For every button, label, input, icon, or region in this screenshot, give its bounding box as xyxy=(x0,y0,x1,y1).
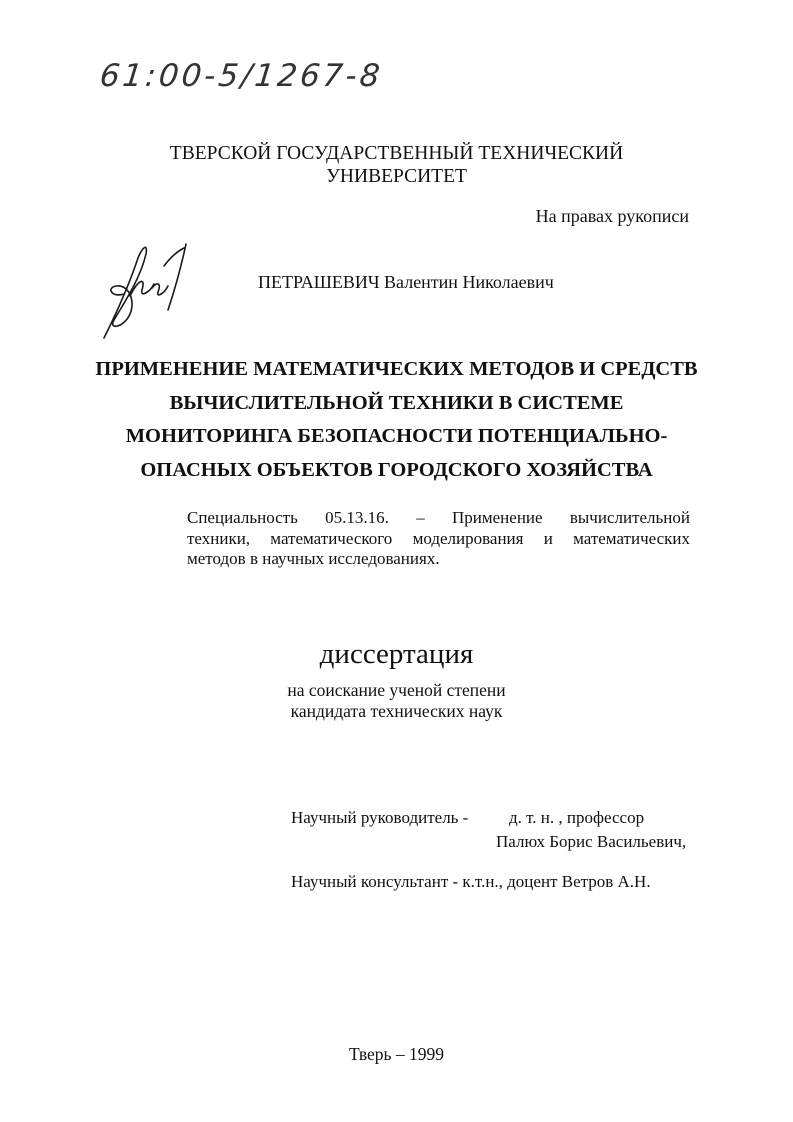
title-line: ОПАСНЫХ ОБЪЕКТОВ ГОРОДСКОГО ХОЗЯЙСТВА xyxy=(140,458,653,481)
specialty-line: методов в научных исследованиях. xyxy=(187,549,440,568)
title-line: ВЫЧИСЛИТЕЛЬНОЙ ТЕХНИКИ В СИСТЕМЕ xyxy=(169,391,624,414)
degree-line-2: кандидата технических наук xyxy=(290,701,503,721)
specialty-line: Специальность 05.13.16. – Применение вычислительной xyxy=(187,508,690,527)
dissertation-title xyxy=(0,353,793,487)
university-line-1: ТВЕРСКОЙ ГОСУДАРСТВЕННЫЙ ТЕХНИЧЕСКИЙ xyxy=(169,143,624,164)
consultant-line: Научный консультант - к.т.н., доцент Ветров А.Н. xyxy=(291,872,651,891)
specialty-block xyxy=(187,508,690,570)
supervisor-name: Палюх Борис Васильевич, xyxy=(496,832,687,851)
university-line-2: УНИВЕРСИТЕТ xyxy=(326,166,467,187)
supervisor-role: Научный руководитель - xyxy=(291,808,469,827)
supervisor-title: д. т. н. , профессор xyxy=(509,808,645,827)
author-name: ПЕТРАШЕВИЧ Валентин Николаевич xyxy=(258,272,554,292)
place-year: Тверь – 1999 xyxy=(349,1044,444,1064)
document-type: диссертация xyxy=(319,638,474,670)
degree-statement xyxy=(0,680,793,722)
degree-line-1: на соискание ученой степени xyxy=(287,680,506,700)
university-name xyxy=(0,142,793,188)
archive-stamp: 61:00-5/1267-8 xyxy=(98,58,385,94)
specialty-line: техники, математического моделирования и математических xyxy=(187,528,690,548)
manuscript-rights: На правах рукописи xyxy=(535,206,689,226)
signature-icon xyxy=(94,236,194,344)
title-line: ПРИМЕНЕНИЕ МАТЕМАТИЧЕСКИХ МЕТОДОВ И СРЕДСТВ xyxy=(95,358,698,380)
title-line: МОНИТОРИНГА БЕЗОПАСНОСТИ ПОТЕНЦИАЛЬНО- xyxy=(125,425,668,447)
